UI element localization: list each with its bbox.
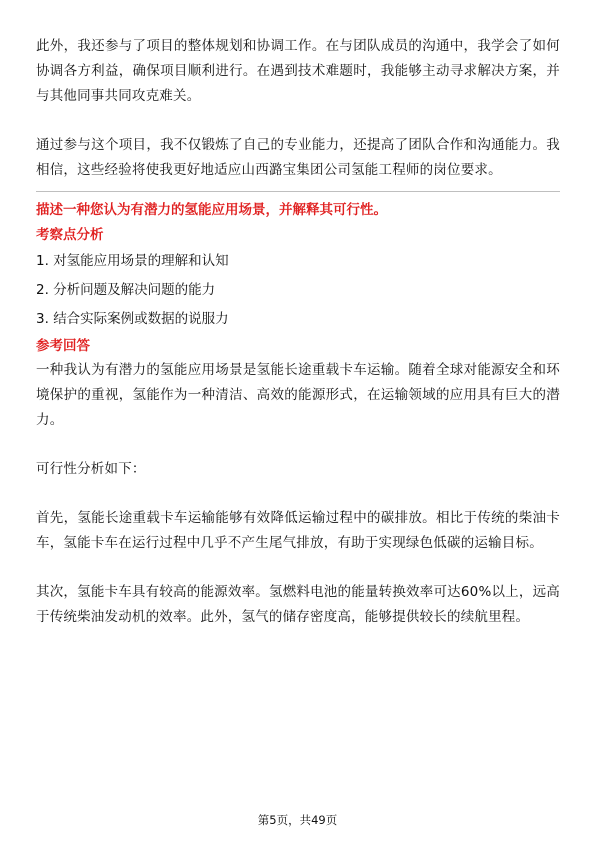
intro-paragraph-2: 通过参与这个项目，我不仅锻炼了自己的专业能力，还提高了团队合作和沟通能力。我相信，这些经验将使我更好地适应山西潞宝集团公司氢能工程师的岗位要求。	[36, 137, 560, 178]
intro-paragraph-1: 此外，我还参与了项目的整体规划和协调工作。在与团队成员的沟通中，我学会了如何协调各方利益，确保项目顺利进行。在遇到技术难题时，我能够主动寻求解决方案，并与其他同事共同攻克难关。	[36, 38, 560, 104]
answer-paragraph-3: 首先，氢能长途重载卡车运输能够有效降低运输过程中的碳排放。相比于传统的柴油卡车，氢能卡车在运行过程中几乎不产生尾气排放，有助于实现绿色低碳的运输目标。	[36, 510, 560, 551]
section-divider	[36, 191, 560, 192]
list-item: 1. 对氢能应用场景的理解和认知	[36, 253, 229, 269]
question-text: 描述一种您认为有潜力的氢能应用场景，并解释其可行性。	[36, 202, 387, 218]
analysis-title: 考察点分析	[36, 227, 104, 243]
page-content	[36, 34, 560, 630]
page-number: 第5页，共49页	[257, 813, 338, 827]
answer-paragraph-4: 其次，氢能卡车具有较高的能源效率。氢燃料电池的能量转换效率可达60%以上，远高于传统柴油发动机的效率。此外，氢气的储存密度高，能够提供较长的续航里程。	[36, 584, 560, 625]
analysis-list	[36, 247, 560, 334]
list-item: 2. 分析问题及解决问题的能力	[36, 282, 216, 298]
answer-paragraph-1: 一种我认为有潜力的氢能应用场景是氢能长途重载卡车运输。随着全球对能源安全和环境保护的重视，氢能作为一种清洁、高效的能源形式，在运输领域的应用具有巨大的潜力。	[36, 362, 560, 428]
answer-title: 参考回答	[36, 338, 90, 354]
list-item: 3. 结合实际案例或数据的说服力	[36, 311, 229, 327]
answer-paragraph-2: 可行性分析如下：	[36, 461, 146, 477]
